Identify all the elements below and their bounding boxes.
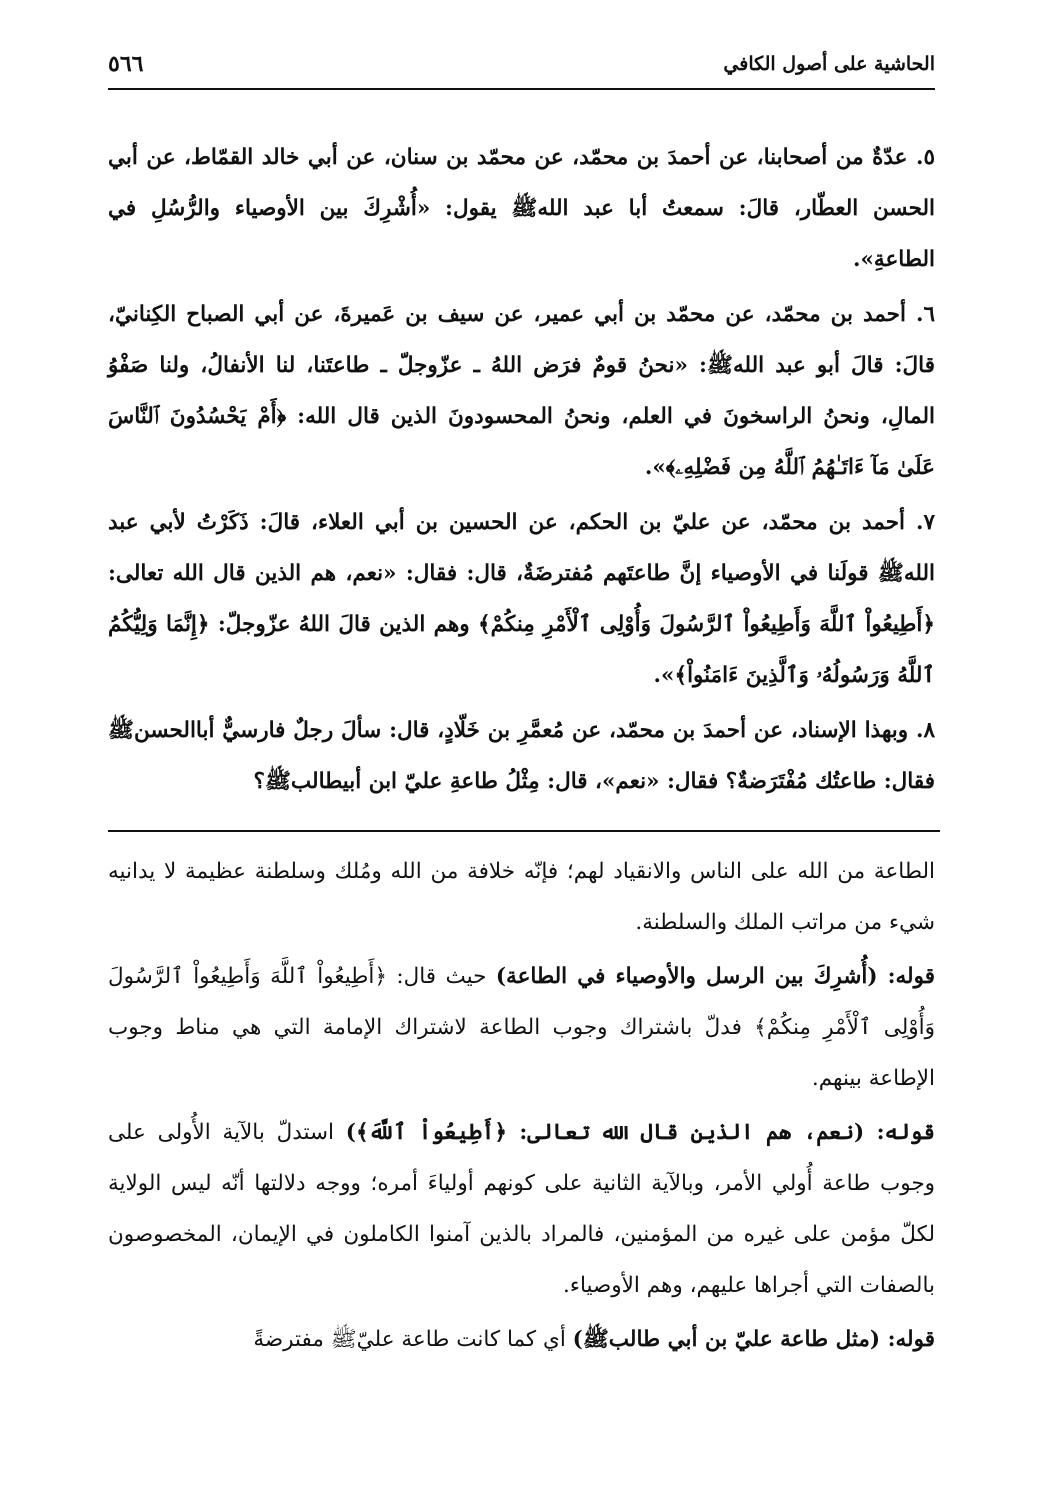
footnote-divider <box>108 830 940 832</box>
commentary-entry <box>108 1107 935 1311</box>
commentary-lead: قوله: (مثل طاعة عليّ بن أبي طالبﷺ) <box>572 1327 935 1352</box>
commentary-lead: قوله: (أُشرِكَ بين الرسل والأوصياء في الطاعة) <box>495 964 935 989</box>
commentary-lead: قوله: (نعم، هم الذين قال الله تعالى: ﴿أَطِيعُواْ ٱللَّهَ﴾) <box>345 1120 935 1145</box>
commentary-body: حيث قال: ﴿أَطِيعُواْ ٱللَّهَ وَأَطِيعُواْ ٱلرَّسُولَ وَأُوْلِى ٱلْأَمْرِ مِنكُمْ﴾ فدلّ باشتراك وجوب الطاعة لاشتراك الإمامة التي هي مناط وجوب الإطاعة بينهم. <box>108 964 935 1091</box>
hadith-text <box>108 132 935 811</box>
hadith-5: ٥. عدّةٌ من أصحابنا، عن أحمدَ بن محمّد، عن محمّد بن سنان، عن أبي خالد القمّاط، عن أبي الحسن العطّار، قالَ: سمعتُ أبا عبد اللهﷺ يقول: «أُشْرِكَ بين الأوصياء والرُّسُلِ في الطاعةِ». <box>108 145 935 272</box>
hadith-6: ٦. أحمد بن محمّد، عن محمّد بن أبي عمير، عن سيف بن عَميرةَ، عن أبي الصباح الكِنانيّ، قالَ: قالَ أبو عبد اللهﷺ: «نحنُ قومٌ فرَض اللهُ ـ عزّوجلّ ـ طاعتَنا، لنا الأنفالُ، ولنا صَفْوُ المالِ، ونحنُ الراسخونَ في العلم، ونحنُ المحسودونَ الذين قال الله: ﴿أَمْ يَحْسُدُونَ ٱلنَّاسَ عَلَىٰ مَآ ءَاتَـٰهُمُ ٱللَّهُ مِن فَضْلِهِۦ﴾». <box>108 302 935 480</box>
page-number: ٥٦٦ <box>108 51 144 77</box>
commentary-continuation <box>108 846 935 948</box>
commentary-entry <box>108 951 935 1104</box>
running-title: الحاشية على أصول الكافي <box>723 53 935 75</box>
commentary-text <box>108 846 935 1368</box>
hadith-7: ٧. أحمد بن محمّد، عن عليّ بن الحكم، عن الحسين بن أبي العلاء، قالَ: ذَكَرْتُ لأبي عبد اللهﷺ قولَنا في الأوصياء إنَّ طاعتَهم مُفترضَةٌ، قال: فقال: «نعم، هم الذين قال الله تعالى: ﴿أَطِيعُواْ ٱللَّهَ وَأَطِيعُواْ ٱلرَّسُولَ وَأُوْلِى ٱلْأَمْرِ مِنكُمْ﴾ وهم الذين قالَ اللهُ عزّوجلّ: ﴿إِنَّمَا وَلِيُّكُمُ ٱللَّهُ وَرَسُولُهُۥ وَٱلَّذِينَ ءَامَنُواْ﴾». <box>108 510 935 688</box>
commentary-entry <box>108 1314 935 1365</box>
commentary-body: استدلّ بالآية الأُولى على وجوب طاعة أُولي الأمر، وبالآية الثانية على كونهم أولياءَ أمره؛ ووجه دلالتها أنّه ليس الولاية لكلّ مؤمن على غيره من المؤمنين، فالمراد بالذين آمنوا الكاملون في الإيمان، المخصوصون بالصفات التي أجراها عليهم، وهم الأوصياء. <box>108 1120 935 1298</box>
commentary-body: الطاعة من الله على الناس والانقياد لهم؛ فإنّه خلافة من الله ومُلك وسلطنة عظيمة لا يدانيه شيء من مراتب الملك والسلطنة. <box>108 859 935 935</box>
commentary-body: أي كما كانت طاعة عليّﷺ مفترضةً <box>253 1327 573 1352</box>
hadith-8: ٨. وبهذا الإسناد، عن أحمدَ بن محمّد، عن مُعمَّرِ بن خَلّادٍ، قال: سألَ رجلٌ فارسيٌّ أباالحسنﷺ فقال: طاعتُك مُفْتَرَضةٌ؟ فقال: «نعم»، قال: مِثْلُ طاعةِ عليّ ابن أبيطالبﷺ؟ <box>108 718 935 794</box>
page-header <box>108 40 935 90</box>
